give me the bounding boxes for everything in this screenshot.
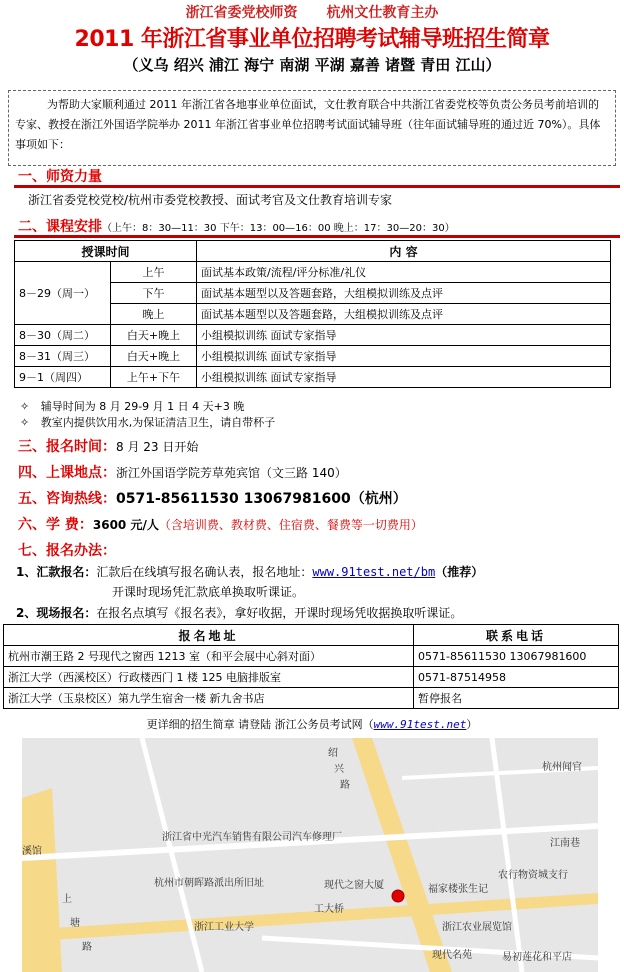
road-shaoxing: [352, 738, 452, 972]
enroll-method-1-line2: 开课时现场凭汇款底单换取听课证。: [112, 585, 305, 599]
map-label: 江南巷: [550, 838, 580, 849]
schedule-header-time: 授课时间: [15, 241, 197, 262]
map-label: 绍: [328, 748, 338, 759]
map-roads: [22, 738, 598, 972]
table-row: [4, 688, 619, 709]
schedule-header-content: 内 容: [197, 241, 611, 262]
map-label: 易初莲花和平店: [502, 952, 572, 963]
table-row: [15, 367, 611, 388]
map-label: 浙江工业大学: [194, 922, 254, 933]
table-row: [4, 646, 619, 667]
section-venue: 四、上课地点：浙江外国语学院芳草苑宾馆（文三路 140）: [18, 465, 347, 481]
map-label: 浙江省中光汽车销售有限公司汽车修理厂: [162, 832, 342, 843]
map-label: 现代之窗大厦: [324, 880, 384, 891]
footer-note: 更详细的招生简章 请登陆 浙江公务员考试网（www.91test.net）: [146, 718, 478, 731]
map-label: 上: [62, 894, 72, 905]
address-table: [3, 624, 619, 709]
map-label: 兴: [334, 764, 344, 775]
section-fee: 六、学 费：3600 元/人（含培训费、教材费、住宿费、餐费等一切费用）: [18, 517, 423, 533]
schedule-slot: 下午: [111, 283, 197, 304]
hotline-value: 0571-85611530 13067981600（杭州）: [116, 491, 407, 507]
phone-header: 联系电话: [414, 625, 619, 646]
section-enroll-method: 七、报名办法：: [18, 543, 116, 559]
map-label: 塘: [70, 918, 80, 929]
organizer-line: [0, 2, 624, 22]
phone-cell: 0571-87514958: [414, 667, 619, 688]
schedule-date: 8－29（周一）: [15, 262, 111, 325]
page-title: 2011 年浙江省事业单位招聘考试辅导班招生简章: [74, 27, 550, 52]
map-label: 路: [340, 780, 350, 791]
schedule-slot: 白天+晚上: [111, 346, 197, 367]
intro-box: 为帮助大家顺利通过 2011 年浙江省各地事业单位面试，文仕教育联合中共浙江省委党校等负责公务员考前培训的专家、教授在浙江外国语学院举办 2011 年浙江省事业单位招聘考试面试辅导班（往年面试辅导班的通过近 70%）。具体事项如下：: [8, 90, 616, 166]
schedule-slot: 晚上: [111, 304, 197, 325]
address-cell: 杭州市潮王路 2 号现代之窗西 1213 室（和平会展中心斜对面）: [4, 646, 414, 667]
schedule-content: 小组模拟训练 面试专家指导: [197, 367, 611, 388]
fee-note: （含培训费、教材费、住宿费、餐费等一切费用）: [158, 518, 423, 532]
schedule-date: 9－1（周四）: [15, 367, 111, 388]
note-bullet-icon: ✧: [20, 416, 30, 429]
section-signup-time: 三、报名时间：8 月 23 日开始: [18, 439, 199, 455]
map-label: 溪馆: [22, 846, 42, 857]
schedule-note: ✧ 教室内提供饮用水,为保证清洁卫生，请自带杯子: [20, 416, 276, 429]
schedule-label: 二、课程安排: [18, 219, 102, 235]
address-cell: 浙江大学（西溪校区）行政楼西门 1 楼 125 电脑排版室: [4, 667, 414, 688]
enroll-link[interactable]: www.91test.net/bm: [312, 565, 436, 579]
organizer-right: 杭州文仕教育主办: [326, 5, 439, 21]
address-header: 报名地址: [4, 625, 414, 646]
map-label: 杭州市朝晖路派出所旧址: [154, 878, 264, 889]
organizer-left: 浙江省委党校师资: [185, 5, 298, 21]
schedule-date: 8－31（周三）: [15, 346, 111, 367]
venue-value: 浙江外国语学院芳草苑宾馆（文三路 140）: [116, 466, 347, 480]
map-label: 路: [82, 942, 92, 953]
section-faculty-heading: 一、师资力量: [18, 169, 102, 185]
schedule-content: 小组模拟训练 面试专家指导: [197, 346, 611, 367]
enroll-method-1: 1、汇款报名：汇款后在线填写报名确认表，报名地址：www.91test.net/bm（推荐）: [16, 565, 484, 579]
location-map[interactable]: [22, 738, 598, 972]
table-row: [15, 346, 611, 367]
table-row: [4, 667, 619, 688]
signup-time-value: 8 月 23 日开始: [116, 440, 199, 454]
schedule-content: 面试基本题型以及答题套路，大组模拟训练及点评: [197, 304, 611, 325]
map-label: 工大桥: [314, 904, 344, 915]
section-underline: [14, 235, 620, 238]
section-hotline: 五、咨询热线：0571-85611530 13067981600（杭州）: [18, 491, 407, 507]
footer-link[interactable]: www.91test.net: [373, 718, 467, 731]
map-label: 福家楼张生记: [428, 884, 488, 895]
faculty-text: 浙江省委党校党校/杭州市委党校教授、面试考官及文仕教育培训专家: [28, 193, 393, 207]
map-label: 杭州闻官: [542, 762, 582, 773]
address-cell: 浙江大学（玉泉校区）第九学生宿舍一楼 新九舍书店: [4, 688, 414, 709]
enroll-method-2: 2、现场报名：在报名点填写《报名表》，拿好收据，开课时现场凭收据换取听课证。: [16, 606, 463, 620]
table-row: [15, 325, 611, 346]
schedule-date: 8－30（周二）: [15, 325, 111, 346]
schedule-table: [14, 240, 611, 388]
city-list: （义乌 绍兴 浦江 海宁 南湖 平湖 嘉善 诸暨 青田 江山）: [123, 56, 501, 74]
section-underline: [14, 185, 620, 188]
map-label: 农行物资城支行: [498, 870, 568, 881]
schedule-note: ✧ 辅导时间为 8 月 29-9 月 1 日 4 天+3 晚: [20, 400, 245, 413]
minor-road: [142, 738, 202, 972]
note-bullet-icon: ✧: [20, 400, 30, 413]
schedule-slot: 上午+下午: [111, 367, 197, 388]
map-label: 现代名苑: [432, 950, 472, 961]
schedule-times: （上午：8：30—11：30 下午：13：00—16：00 晚上：17：30—20：30）: [102, 223, 455, 234]
schedule-content: 面试基本政策/流程/评分标准/礼仪: [197, 262, 611, 283]
schedule-slot: 上午: [111, 262, 197, 283]
road-shangtang: [22, 788, 62, 972]
location-marker-icon: [392, 890, 404, 902]
schedule-slot: 白天+晚上: [111, 325, 197, 346]
section-schedule-heading: [18, 216, 455, 236]
schedule-content: 小组模拟训练 面试专家指导: [197, 325, 611, 346]
fee-amount: 3600 元/人: [92, 518, 159, 532]
schedule-content: 面试基本题型以及答题套路，大组模拟训练及点评: [197, 283, 611, 304]
phone-cell: 暂停报名: [414, 688, 619, 709]
map-label: 浙江农业展览馆: [442, 922, 512, 933]
table-row: [15, 262, 611, 283]
phone-cell: 0571-85611530 13067981600: [414, 646, 619, 667]
